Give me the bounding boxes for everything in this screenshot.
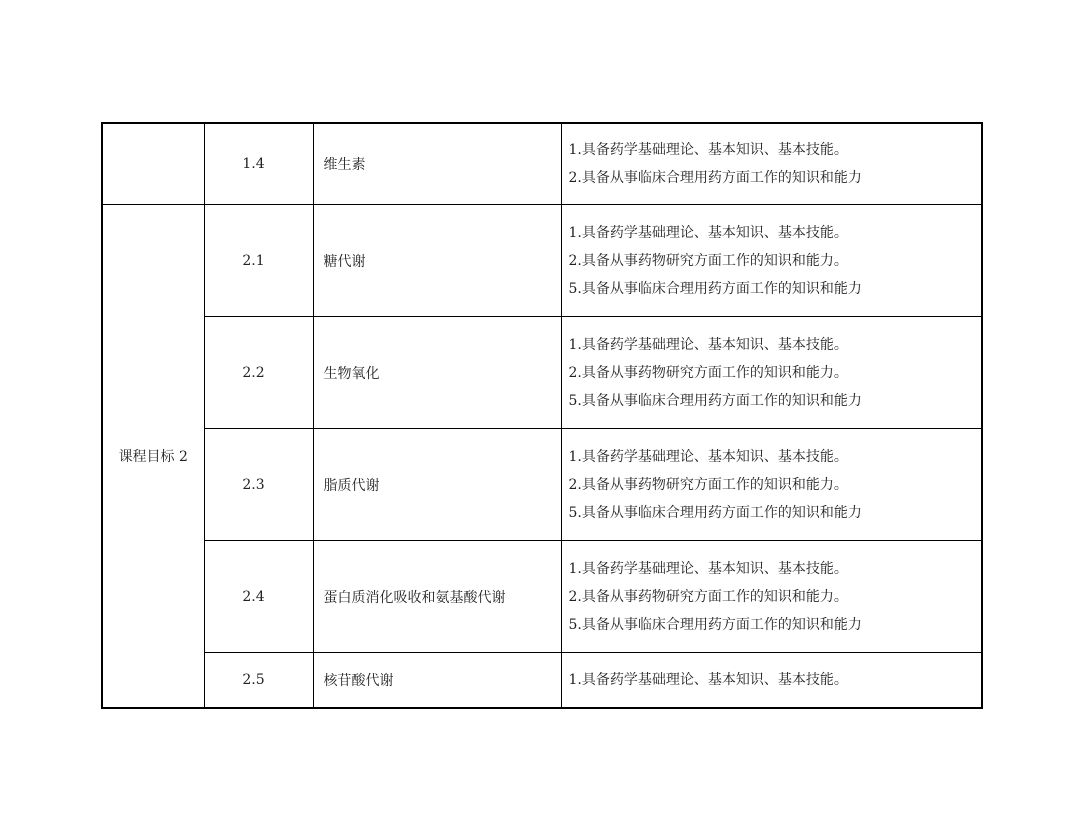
- requirement-line: 2.具备从事药物研究方面工作的知识和能力。: [568, 476, 848, 493]
- requirement-line: 5.具备从事临床合理用药方面工作的知识和能力: [568, 392, 862, 409]
- table-row: [102, 541, 982, 653]
- table-row: [102, 123, 982, 205]
- requirement-line: 5.具备从事临床合理用药方面工作的知识和能力: [568, 504, 862, 521]
- requirements-cell: [561, 205, 982, 317]
- course-objectives-table: [101, 122, 983, 709]
- requirement-line: 1.具备药学基础理论、基本知识、基本技能。: [568, 448, 848, 465]
- requirement-line: 2.具备从事药物研究方面工作的知识和能力。: [568, 252, 848, 269]
- table-row: [102, 653, 982, 709]
- topic-cell: 维生素: [313, 123, 561, 205]
- requirements-cell: [561, 429, 982, 541]
- requirement-line: 2.具备从事药物研究方面工作的知识和能力。: [568, 364, 848, 381]
- topic-cell: 生物氧化: [313, 317, 561, 429]
- requirements-cell: [561, 317, 982, 429]
- requirements-cell: [561, 123, 982, 205]
- course-goal-cell: 课程目标 2: [102, 205, 204, 709]
- requirement-line: 1.具备药学基础理论、基本知识、基本技能。: [568, 672, 848, 688]
- requirements-cell: [561, 653, 982, 709]
- section-number-cell: 1.4: [204, 123, 313, 205]
- section-number-cell: 2.3: [204, 429, 313, 541]
- requirement-line: 1.具备药学基础理论、基本知识、基本技能。: [568, 142, 848, 158]
- table-row: [102, 429, 982, 541]
- requirement-line: 2.具备从事药物研究方面工作的知识和能力。: [568, 588, 848, 605]
- table-row: [102, 317, 982, 429]
- topic-cell: 糖代谢: [313, 205, 561, 317]
- section-number-cell: 2.4: [204, 541, 313, 653]
- section-number-cell: 2.2: [204, 317, 313, 429]
- requirement-line: 1.具备药学基础理论、基本知识、基本技能。: [568, 224, 848, 241]
- table-row: [102, 205, 982, 317]
- requirements-cell: [561, 541, 982, 653]
- course-goal-cell: [102, 123, 204, 205]
- requirement-line: 5.具备从事临床合理用药方面工作的知识和能力: [568, 280, 862, 297]
- topic-cell: 蛋白质消化吸收和氨基酸代谢: [313, 541, 561, 653]
- section-number-cell: 2.5: [204, 653, 313, 709]
- topic-cell: 脂质代谢: [313, 429, 561, 541]
- requirement-line: 2.具备从事临床合理用药方面工作的知识和能力: [568, 170, 862, 186]
- section-number-cell: 2.1: [204, 205, 313, 317]
- topic-cell: 核苷酸代谢: [313, 653, 561, 709]
- requirement-line: 1.具备药学基础理论、基本知识、基本技能。: [568, 336, 848, 353]
- requirement-line: 5.具备从事临床合理用药方面工作的知识和能力: [568, 616, 862, 633]
- requirement-line: 1.具备药学基础理论、基本知识、基本技能。: [568, 560, 848, 577]
